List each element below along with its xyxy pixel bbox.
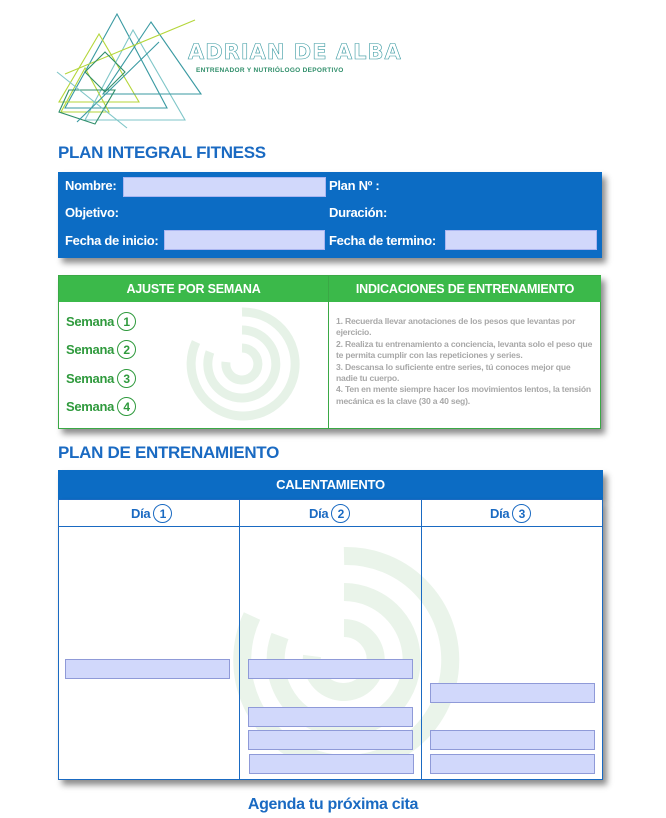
client-info-panel bbox=[58, 172, 602, 258]
semana-label: Semana bbox=[66, 314, 115, 329]
objetivo-label: Objetivo: bbox=[65, 205, 119, 220]
spiral-watermark-icon bbox=[182, 304, 302, 424]
fecha-termino-label: Fecha de termino: bbox=[329, 233, 436, 248]
dia-2-field[interactable] bbox=[248, 659, 413, 679]
number-circle-icon: 2 bbox=[117, 340, 136, 359]
semana-3 bbox=[66, 369, 136, 388]
nombre-field[interactable] bbox=[123, 177, 326, 197]
dia-label: Día bbox=[490, 506, 510, 521]
semana-2 bbox=[66, 340, 136, 359]
number-circle-icon: 3 bbox=[512, 504, 531, 523]
plan-number-label: Plan Nº : bbox=[329, 178, 380, 193]
semana-1 bbox=[66, 312, 136, 331]
dia-2-field[interactable] bbox=[248, 707, 413, 727]
dia-3-field[interactable] bbox=[430, 683, 595, 703]
training-plan-table bbox=[58, 499, 603, 780]
semana-label: Semana bbox=[66, 371, 115, 386]
dia-2-field[interactable] bbox=[248, 730, 413, 750]
dia-3-field[interactable] bbox=[430, 730, 595, 750]
dia-3-field[interactable] bbox=[430, 754, 595, 774]
dia-2-field[interactable] bbox=[249, 754, 414, 774]
indication-item: 4. Ten en mente siempre hacer los movimientos lentos, la tensión mecánica es la clave (30 a 40 seg). bbox=[336, 384, 591, 406]
semana-label: Semana bbox=[66, 342, 115, 357]
weekly-adjustment-box bbox=[58, 275, 601, 429]
dia-label: Día bbox=[131, 506, 151, 521]
dia-2-header bbox=[309, 504, 350, 523]
column-divider bbox=[421, 500, 422, 779]
indication-item: 2. Realiza tu entrenamiento a conciencia, levanta solo el peso que te permita cumplir con las repeticiones y series. bbox=[336, 338, 593, 361]
indication-item: 1. Recuerda llevar anotaciones de los pesos que levantas por ejercicio. bbox=[336, 316, 576, 338]
brand-name: ADRIAN DE ALBA bbox=[188, 40, 402, 64]
dia-1-field[interactable] bbox=[65, 659, 230, 679]
number-circle-icon: 3 bbox=[117, 369, 136, 388]
table-header-line bbox=[59, 526, 602, 527]
nombre-label: Nombre: bbox=[65, 178, 117, 193]
calentamiento-header: CALENTAMIENTO bbox=[58, 470, 603, 499]
fecha-inicio-field[interactable] bbox=[164, 230, 325, 250]
week-box-divider bbox=[328, 276, 329, 429]
training-plan-title: PLAN DE ENTRENAMIENTO bbox=[58, 443, 280, 462]
page-title: PLAN INTEGRAL FITNESS bbox=[58, 143, 266, 162]
indicaciones-header: INDICACIONES DE ENTRENAMIENTO bbox=[329, 276, 601, 302]
number-circle-icon: 1 bbox=[117, 312, 136, 331]
indication-item: 3. Descansa lo suficiente entre series, tú conoces mejor que nadie tu cuerpo. bbox=[336, 361, 571, 384]
brand-subtitle: ENTRENADOR Y NUTRIÓLOGO DEPORTIVO bbox=[196, 67, 344, 74]
logo-graphic bbox=[55, 12, 205, 130]
number-circle-icon: 4 bbox=[117, 397, 136, 416]
number-circle-icon: 2 bbox=[331, 504, 350, 523]
indications-list bbox=[336, 316, 594, 407]
column-divider bbox=[239, 500, 240, 779]
fecha-inicio-label: Fecha de inicio: bbox=[65, 233, 159, 248]
agenda-cita-link[interactable]: Agenda tu próxima cita bbox=[247, 796, 419, 813]
dia-3-header bbox=[490, 504, 531, 523]
ajuste-semana-header: AJUSTE POR SEMANA bbox=[59, 276, 328, 302]
fecha-termino-field[interactable] bbox=[445, 230, 597, 250]
number-circle-icon: 1 bbox=[153, 504, 172, 523]
duracion-label: Duración: bbox=[329, 205, 387, 220]
semana-label: Semana bbox=[66, 399, 115, 414]
dia-label: Día bbox=[309, 506, 329, 521]
semana-4 bbox=[66, 397, 136, 416]
dia-1-header bbox=[131, 504, 172, 523]
